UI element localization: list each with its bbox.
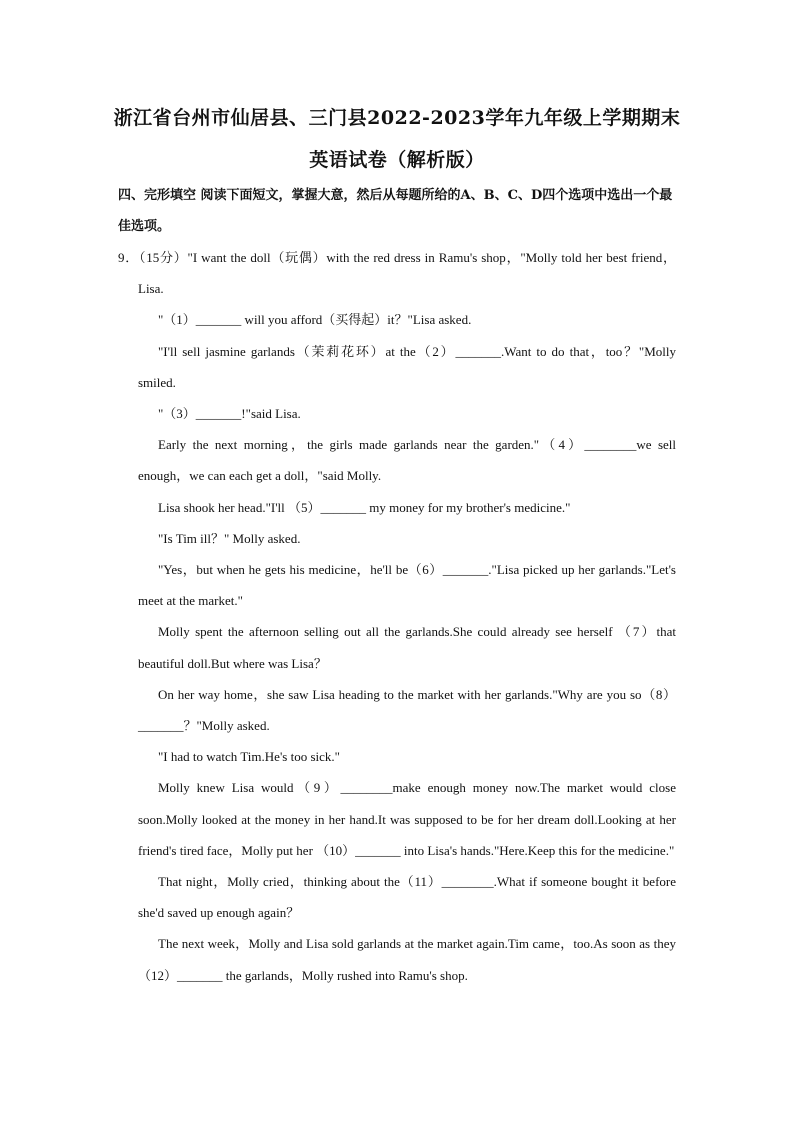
passage-paragraph: "I'll sell jasmine garlands（茉莉花环）at the（2）_______.Want to do that，too？"Molly smiled. — [138, 343, 676, 390]
document-title-line-2: 英语试卷（解析版） — [309, 149, 485, 171]
passage-paragraph: "Is Tim ill？" Molly asked. — [158, 530, 301, 546]
passage-paragraph: "Yes，but when he gets his medicine，he'll be（6）_______."Lisa picked up her garlands."Let's meet at the market." — [138, 562, 676, 609]
passage-paragraph: Early the next morning，the girls made garlands near the garden."（4）________we sell enough，we can each get a doll，"said Molly. — [138, 437, 676, 484]
passage-paragraph: Molly spent the afternoon selling out all the garlands.She could already see herself （7）that beautiful doll.But where was Lisa？ — [138, 624, 676, 671]
question-intro-paragraph: 9．（15分）"I want the doll（玩偶）with the red dress in Ramu's shop，"Molly told her best friend，Lisa. — [118, 250, 676, 297]
section-instruction: 四、完形填空 阅读下面短文，掌握大意，然后从每题所给的A、B、C、D四个选项中选出一个最佳选项。 — [118, 188, 673, 234]
document-title-line-1: 浙江省台州市仙居县、三门县2022-2023学年九年级上学期期末 — [113, 107, 681, 129]
passage — [118, 242, 676, 991]
passage-paragraph: That night，Molly cried，thinking about the（11）________.What if someone bought it before she'd saved up enough again？ — [138, 874, 676, 921]
passage-paragraph: Lisa shook her head."I'll （5）_______ my money for my brother's medicine." — [158, 499, 571, 515]
passage-paragraph: Molly knew Lisa would（9）________make enough money now.The market would close soon.Molly looked at the money in her hand.It was supposed to be for her dream doll.Looking at her friend's tired face，Molly put her （10）_______ into Lisa's hands."Here.Keep this for the medicine." — [138, 780, 676, 858]
passage-paragraph: "（1）_______ will you afford（买得起）it？"Lisa asked. — [158, 312, 472, 328]
passage-paragraph: "I had to watch Tim.He's too sick." — [158, 749, 340, 765]
passage-paragraph: "（3）_______!"said Lisa. — [158, 406, 301, 422]
passage-paragraph: The next week，Molly and Lisa sold garlands at the market again.Tim came，too.As soon as they（12）_______ the garlands，Molly rushed into Ramu's shop. — [138, 936, 676, 983]
passage-paragraph: On her way home，she saw Lisa heading to the market with her garlands."Why are you so（8）_______？"Molly asked. — [138, 686, 676, 734]
